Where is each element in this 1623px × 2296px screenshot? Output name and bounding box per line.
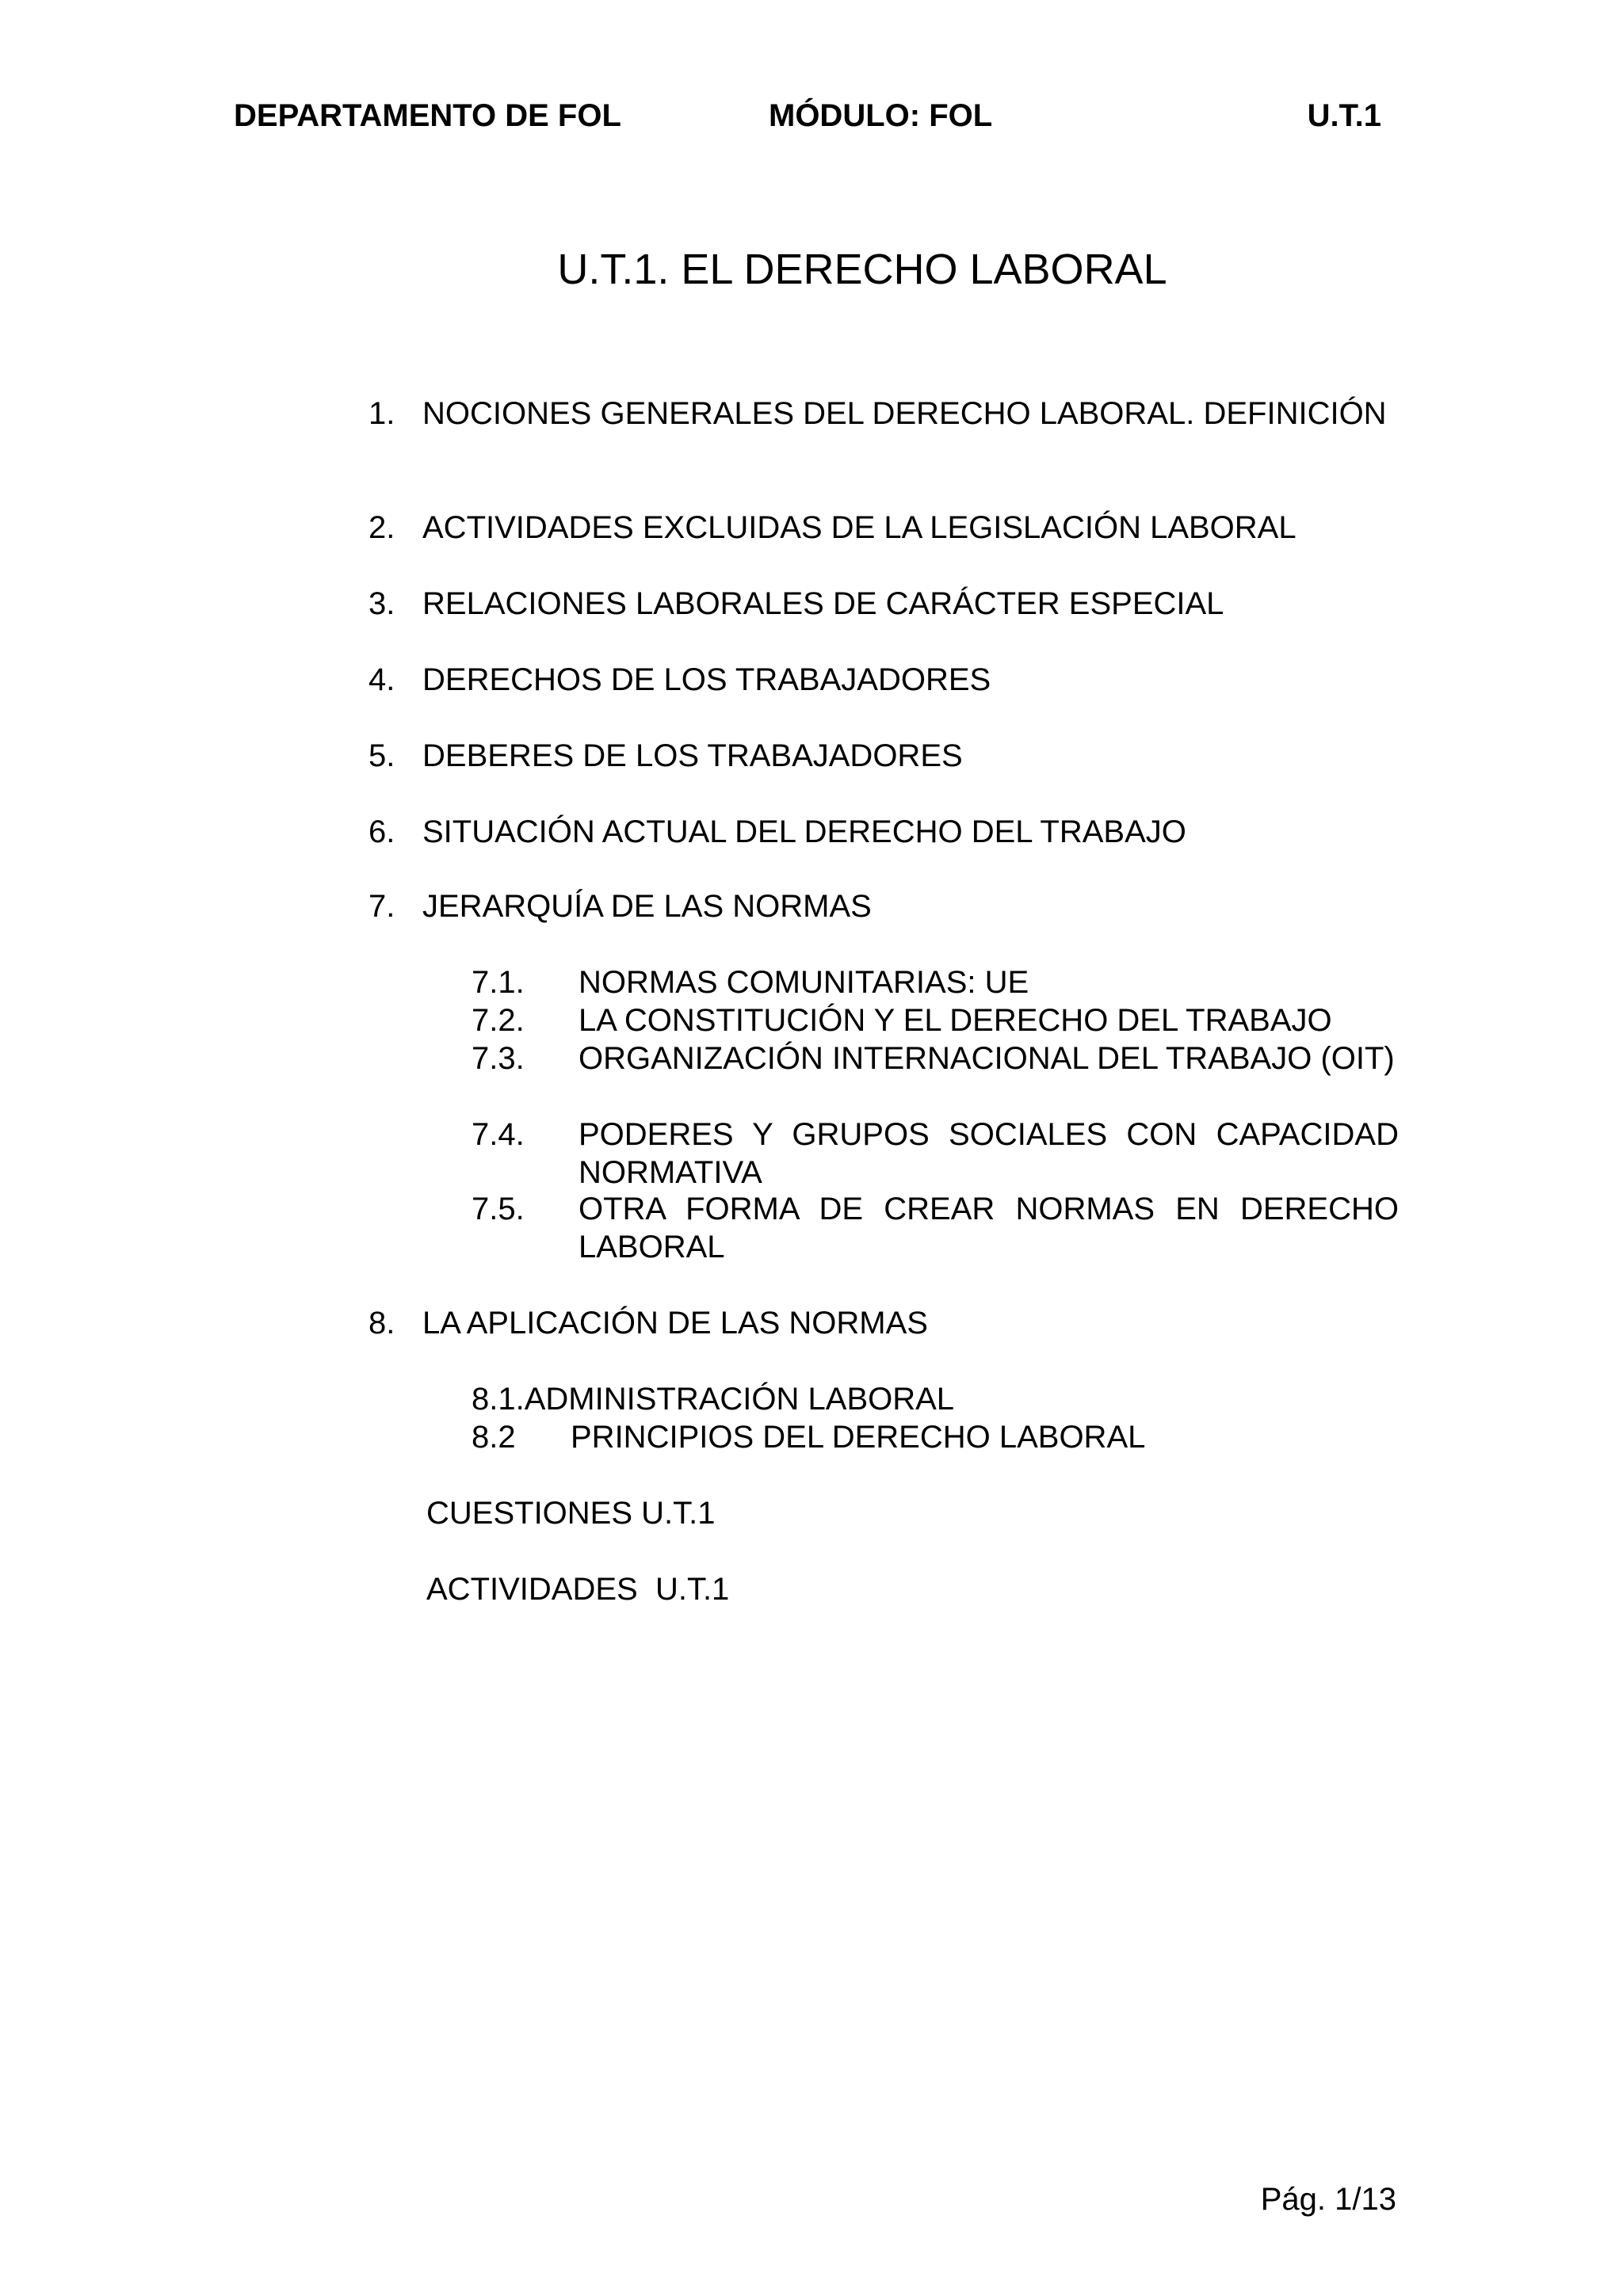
toc-subitem-number: 8.2 [472,1420,516,1455]
toc-item-number: 6. [369,814,395,849]
toc-item-number: 2. [369,510,395,545]
toc-item-text: JERARQUÍA DE LAS NORMAS [422,889,872,924]
toc-item-number: 8. [369,1306,395,1341]
header-module: MÓDULO: FOL [769,98,993,133]
toc-subitem-text: NORMAS COMUNITARIAS: UE [579,965,1029,1000]
page-title: U.T.1. EL DERECHO LABORAL [557,246,1167,293]
toc-subitem-text: LA CONSTITUCIÓN Y EL DERECHO DEL TRABAJO [579,1003,1332,1038]
toc-subitem-text: ORGANIZACIÓN INTERNACIONAL DEL TRABAJO (OIT) [579,1041,1395,1076]
page-number: Pág. 1/13 [1260,2182,1396,2217]
toc-subitem-number: 7.5. [472,1192,525,1226]
toc-item-number: 1. [369,396,395,431]
header-department: DEPARTAMENTO DE FOL [234,98,621,133]
cuestiones-link: CUESTIONES U.T.1 [426,1496,716,1531]
header-unit: U.T.1 [1307,98,1381,133]
toc-subitem-number: 7.4. [472,1117,525,1152]
toc-item-text: DEBERES DE LOS TRABAJADORES [422,738,963,773]
toc-item-text: ACTIVIDADES EXCLUIDAS DE LA LEGISLACIÓN LABORAL [422,510,1296,545]
toc-subitem-text: PODERES Y GRUPOS SOCIALES CON CAPACIDAD NORMATIVA [579,1117,1399,1190]
toc-item-text: RELACIONES LABORALES DE CARÁCTER ESPECIAL [422,586,1224,621]
toc-subitem-number: 7.1. [472,965,525,1000]
toc-subitem-number: 7.2. [472,1003,525,1038]
toc-item-number: 5. [369,738,395,773]
toc-subitem-number: 7.3. [472,1041,525,1076]
toc-item-number: 4. [369,662,395,697]
toc-item-text: NOCIONES GENERALES DEL DERECHO LABORAL. DEFINICIÓN [422,396,1387,431]
toc-item-number: 3. [369,586,395,621]
toc-item-number: 7. [369,889,395,924]
actividades-link: ACTIVIDADES U.T.1 [426,1572,730,1607]
toc-item-text: LA APLICACIÓN DE LAS NORMAS [422,1306,928,1341]
toc-subitem-8-2-text: PRINCIPIOS DEL DERECHO LABORAL [571,1420,1146,1455]
toc-subitem-8-2 [472,1418,516,1456]
toc-item-text: DERECHOS DE LOS TRABAJADORES [422,662,991,697]
toc-item-text: SITUACIÓN ACTUAL DEL DERECHO DEL TRABAJO [422,814,1186,849]
toc-subitem-text: OTRA FORMA DE CREAR NORMAS EN DERECHO LABORAL [579,1192,1399,1264]
toc-subitem-8-1: 8.1.ADMINISTRACIÓN LABORAL [472,1382,955,1417]
